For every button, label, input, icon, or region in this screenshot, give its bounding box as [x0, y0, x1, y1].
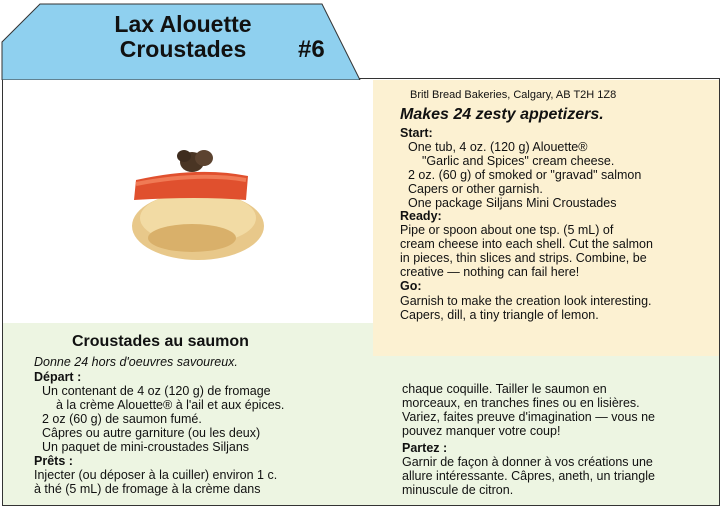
depart-heading: Départ :	[34, 370, 82, 384]
partez-heading: Partez :	[402, 441, 448, 455]
depart-line: à la crème Alouette® à l'ail et aux épices.	[56, 398, 285, 412]
prets-line: à thé (5 mL) de fromage à la crème dans	[34, 482, 261, 496]
go-line: Capers, dill, a tiny triangle of lemon.	[400, 308, 599, 322]
start-line: Capers or other garnish.	[408, 182, 543, 196]
depart-line: Un contenant de 4 oz (120 g) de fromage	[42, 384, 271, 398]
english-panel-extension	[373, 323, 719, 356]
depart-line: Un paquet de mini-croustades Siljans	[42, 440, 250, 454]
ready-line: Pipe or spoon about one tsp. (5 mL) of	[400, 223, 614, 237]
makes-heading: Makes 24 zesty appetizers.	[400, 106, 604, 123]
partez-line: allure intéressante. Câpres, aneth, un triangle	[402, 469, 655, 483]
french-yield: Donne 24 hors d'oeuvres savoureux.	[34, 355, 238, 369]
partez-line: minuscule de citron.	[402, 483, 514, 497]
start-line: "Garlic and Spices" cream cheese.	[422, 154, 615, 168]
start-heading: Start:	[400, 126, 433, 140]
prets-line: pouvez manquer votre coup!	[402, 424, 561, 438]
prets-line: morceaux, en tranches fines ou en lisières.	[402, 396, 640, 410]
start-line: One tub, 4 oz. (120 g) Alouette®	[408, 140, 588, 154]
prets-heading: Prêts :	[34, 454, 73, 468]
ready-line: in pieces, thin slices and strips. Combine, be	[400, 251, 647, 265]
ready-line: cream cheese into each shell. Cut the salmon	[400, 237, 653, 251]
partez-line: Garnir de façon à donner à vos créations une	[402, 455, 653, 469]
go-line: Garnish to make the creation look interesting.	[400, 294, 652, 308]
ready-heading: Ready:	[400, 209, 442, 223]
start-line: One package Siljans Mini Croustades	[408, 196, 617, 210]
title-line-1: Lax Alouette	[114, 11, 252, 37]
go-heading: Go:	[400, 279, 422, 293]
prets-line: Variez, faites preuve d'imagination — vous ne	[402, 410, 655, 424]
source-line: Britl Bread Bakeries, Calgary, AB T2H 1Z8	[410, 89, 617, 101]
recipe-title	[98, 12, 268, 62]
title-line-2: Croustades	[119, 36, 247, 62]
french-title: Croustades au saumon	[72, 333, 249, 350]
prets-line: Injecter (ou déposer à la cuiller) environ 1 c.	[34, 468, 278, 482]
title-tab	[0, 0, 362, 80]
recipe-number: #6	[298, 36, 325, 63]
depart-line: 2 oz (60 g) de saumon fumé.	[42, 412, 202, 426]
croustade-salmon-photo	[118, 138, 278, 266]
ready-line: creative — nothing can fail here!	[400, 265, 580, 279]
start-line: 2 oz. (60 g) of smoked or "gravad" salmon	[408, 168, 642, 182]
depart-line: Câpres ou autre garniture (ou les deux)	[42, 426, 261, 440]
prets-line: chaque coquille. Tailler le saumon en	[402, 382, 607, 396]
